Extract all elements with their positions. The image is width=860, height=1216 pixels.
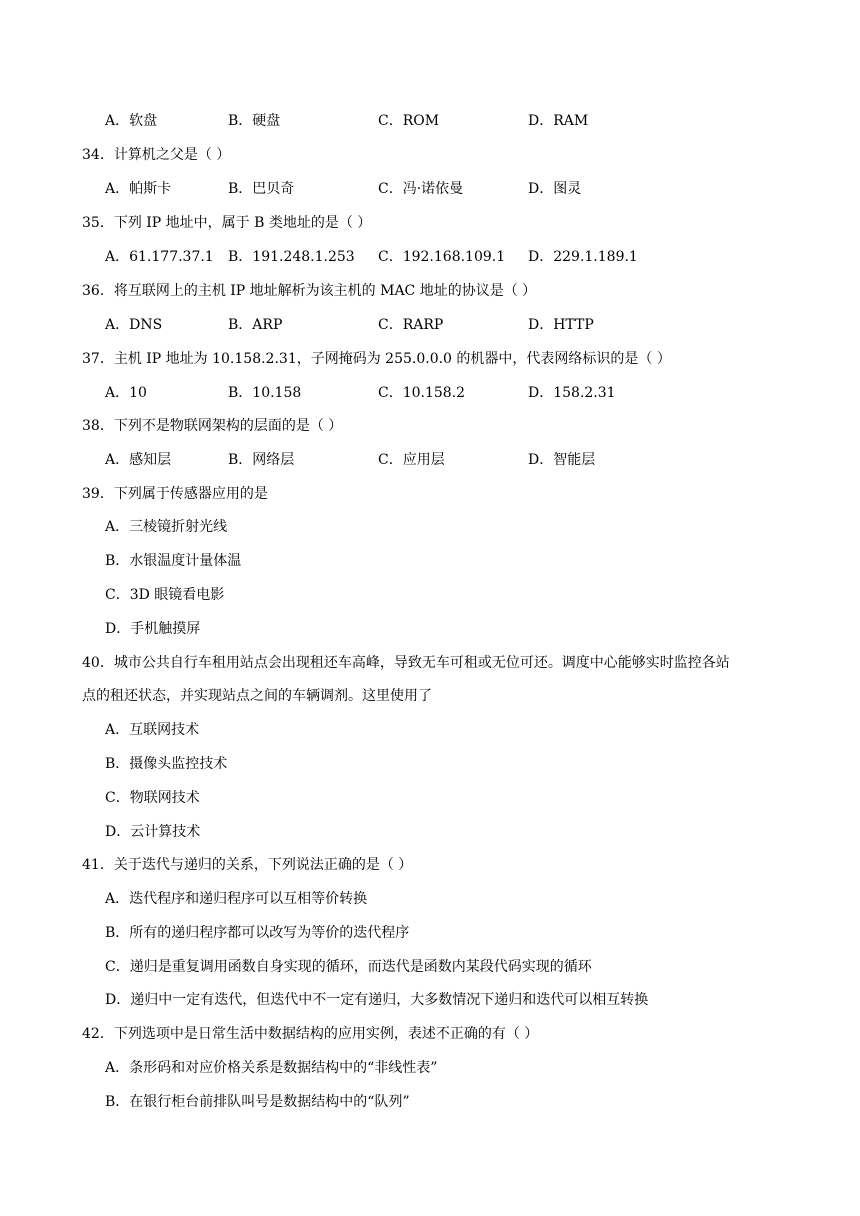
q33-option-c: C．ROM (378, 113, 440, 129)
q40-option-c: C．物联网技术 (105, 790, 200, 806)
q37-stem: 37．主机 IP 地址为 10.158.2.31，子网掩码为 255.0.0.0 的机器中，代表网络标识的是（ ） (82, 351, 671, 367)
q34-option-d: D．图灵 (528, 181, 582, 197)
q41-stem: 41．关于迭代与递归的关系，下列说法正确的是（ ） (82, 857, 413, 873)
q38-option-a: A．感知层 (105, 452, 172, 468)
q34-stem: 34．计算机之父是（ ） (82, 147, 231, 163)
q40-option-a: A．互联网技术 (105, 722, 200, 738)
q40-stem-line2: 点的租还状态，并实现站点之间的车辆调剂。这里使用了 (82, 688, 432, 704)
q37-option-d: D．158.2.31 (528, 385, 616, 401)
q42-option-a: A．条形码和对应价格关系是数据结构中的“非线性表” (105, 1060, 438, 1076)
q40-option-d: D．云计算技术 (105, 824, 201, 840)
q33-option-d: D．RAM (528, 113, 589, 129)
q36-option-d: D．HTTP (528, 317, 594, 333)
q36-option-b: B．ARP (228, 317, 283, 333)
q39-option-c: C．3D 眼镜看电影 (105, 587, 225, 603)
q37-option-b: B．10.158 (228, 385, 302, 401)
q41-option-a: A．迭代程序和递归程序可以互相等价转换 (105, 891, 368, 907)
q35-option-a: A．61.177.37.1 (105, 249, 214, 265)
q38-stem: 38．下列不是物联网架构的层面的是（ ） (82, 418, 343, 434)
q41-option-d: D．递归中一定有迭代，但迭代中不一定有递归，大多数情况下递归和迭代可以相互转换 (105, 992, 649, 1008)
q40-option-b: B．摄像头监控技术 (105, 756, 228, 772)
q35-option-c: C．192.168.109.1 (378, 249, 506, 265)
q35-option-b: B．191.248.1.253 (228, 249, 355, 265)
q33-option-a: A．软盘 (105, 113, 158, 129)
q35-option-d: D．229.1.189.1 (528, 249, 638, 265)
q41-option-c: C．递归是重复调用函数自身实现的循环，而迭代是函数内某段代码实现的循环 (105, 959, 592, 975)
q42-option-b: B．在银行柜台前排队叫号是数据结构中的“队列” (105, 1094, 410, 1110)
q40-stem-line1: 40．城市公共自行车租用站点会出现租还车高峰，导致无车可租或无位可还。调度中心能够实时监控各站 (82, 655, 730, 671)
q39-stem: 39．下列属于传感器应用的是 (82, 486, 268, 502)
q34-option-b: B．巴贝奇 (228, 181, 295, 197)
q36-option-a: A．DNS (105, 317, 163, 333)
q38-option-d: D．智能层 (528, 452, 596, 468)
q41-option-b: B．所有的递归程序都可以改写为等价的迭代程序 (105, 925, 410, 941)
q36-option-c: C．RARP (378, 317, 444, 333)
q42-stem: 42．下列选项中是日常生活中数据结构的应用实例，表述不正确的有（ ） (82, 1026, 539, 1042)
q35-stem: 35．下列 IP 地址中，属于 B 类地址的是（ ） (82, 215, 372, 231)
q39-option-a: A．三棱镜折射光线 (105, 519, 228, 535)
q39-option-d: D．手机触摸屏 (105, 621, 201, 637)
q39-option-b: B．水银温度计量体温 (105, 553, 242, 569)
q34-option-c: C．冯·诺依曼 (378, 181, 464, 197)
q38-option-c: C．应用层 (378, 452, 445, 468)
q36-stem: 36．将互联网上的主机 IP 地址解析为该主机的 MAC 地址的协议是（ ） (82, 283, 537, 299)
q37-option-c: C．10.158.2 (378, 385, 466, 401)
q34-option-a: A．帕斯卡 (105, 181, 172, 197)
q37-option-a: A．10 (105, 385, 147, 401)
q33-option-b: B．硬盘 (228, 113, 281, 129)
q38-option-b: B．网络层 (228, 452, 295, 468)
